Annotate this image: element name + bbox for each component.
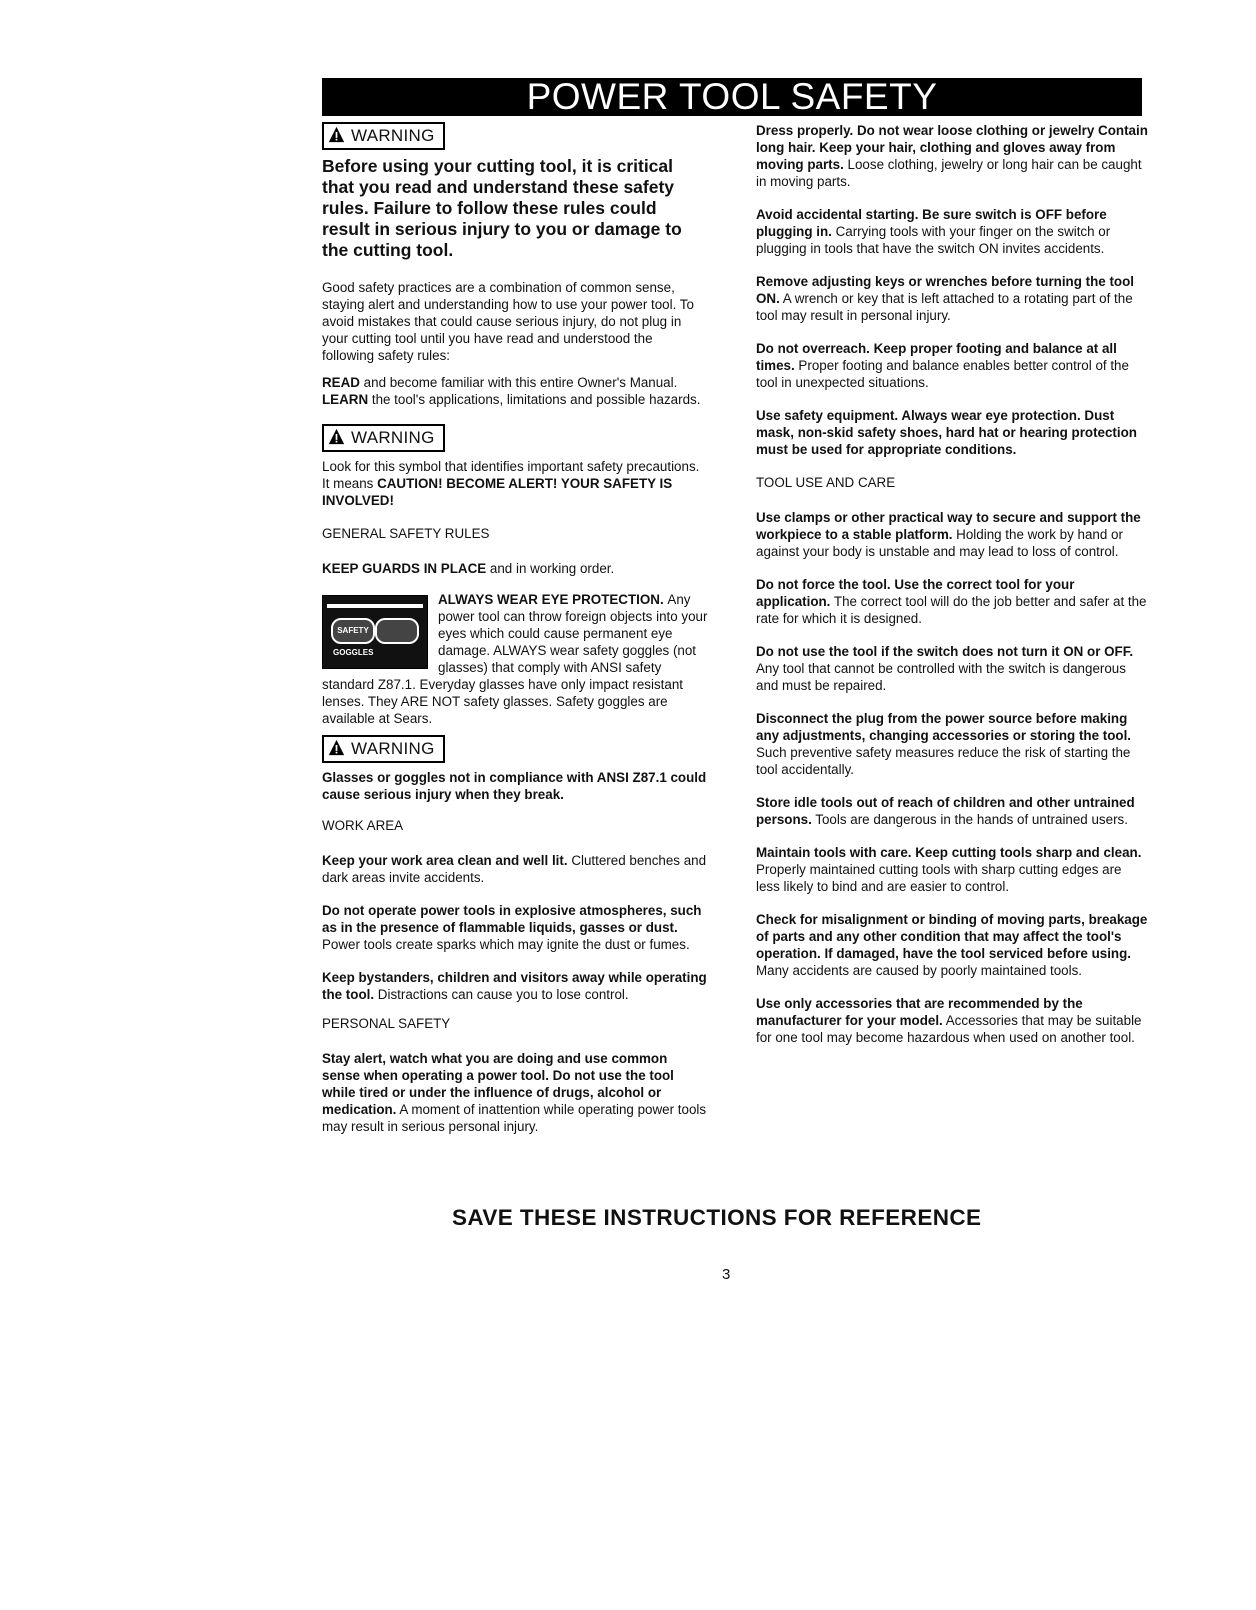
save-instructions-title: SAVE THESE INSTRUCTIONS FOR REFERENCE: [452, 1205, 982, 1230]
switch-rule: Do not use the tool if the switch does not turn it ON or OFF. Any tool that cannot be controlled with the switch is dangerous and must be repaired.: [756, 644, 1134, 693]
warning-triangle-icon: [328, 126, 345, 143]
maintain-tools-rule: Maintain tools with care. Keep cutting tools sharp and clean. Properly maintained cutting tools with sharp cutting edges are less likely to bind and are easier to control.: [756, 845, 1142, 894]
safety-goggles-image: [322, 595, 428, 669]
work-area-rule-1: Keep your work area clean and well lit. Cluttered benches and dark areas invite accidents.: [322, 853, 707, 885]
warning-box-1: [322, 122, 445, 150]
warning-label: WARNING: [351, 428, 435, 447]
page-number: 3: [722, 1266, 731, 1283]
work-area-rule-2: Do not operate power tools in explosive atmospheres, such as in the presence of flammable liquids, gasses or dust. Power tools create sparks which may ignite the dust or fumes.: [322, 903, 702, 952]
clamps-rule: Use clamps or other practical way to secure and support the workpiece to a stable platform. Holding the work by hand or against your body is unstable and may lead to loss of control.: [756, 510, 1141, 559]
warning-triangle-icon: [328, 739, 345, 756]
page-banner: POWER TOOL SAFETY: [322, 78, 1142, 116]
right-column: [756, 122, 1148, 1046]
general-safety-heading: GENERAL SAFETY RULES: [322, 526, 490, 541]
warning-box-3: [322, 735, 445, 763]
warning-label: WARNING: [351, 126, 435, 145]
symbol-paragraph: Look for this symbol that identifies important safety precautions. It means CAUTION! BECOME ALERT! YOUR SAFETY IS INVOLVED!: [322, 459, 700, 508]
tool-use-heading: TOOL USE AND CARE: [756, 475, 896, 490]
force-tool-rule: Do not force the tool. Use the correct tool for your application. The correct tool will do the job better and safer at the rate for which it is designed.: [756, 577, 1147, 626]
personal-safety-heading: PERSONAL SAFETY: [322, 1016, 451, 1031]
disconnect-rule: Disconnect the plug from the power source before making any adjustments, changing accessories or storing the tool. Such preventive safety measures reduce the risk of starting the tool accidentally.: [756, 711, 1132, 777]
store-idle-rule: Store idle tools out of reach of children and other untrained persons. Tools are dangerous in the hands of untrained users.: [756, 795, 1135, 827]
work-area-heading: WORK AREA: [322, 818, 404, 833]
adjusting-keys-rule: Remove adjusting keys or wrenches before turning the tool ON. A wrench or key that is left attached to a rotating part of the tool may result in personal injury.: [756, 274, 1134, 323]
eye-protection-block: [322, 591, 708, 727]
ansi-warning-text: Glasses or goggles not in compliance with ANSI Z87.1 could cause serious injury when they break.: [322, 770, 707, 802]
warning-triangle-icon: [328, 428, 345, 445]
keep-guards-paragraph: KEEP GUARDS IN PLACE and in working order.: [322, 561, 615, 576]
goggle-label: SAFETY GOGGLES: [333, 626, 374, 657]
accidental-starting-rule: Avoid accidental starting. Be sure switch is OFF before plugging in. Carrying tools with your finger on the switch or plugging in tools that have the switch ON invites accidents.: [756, 207, 1111, 256]
safety-equipment-rule: Use safety equipment. Always wear eye protection. Dust mask, non-skid safety shoes, hard hat or hearing protection must be used for appropriate conditions.: [756, 408, 1137, 457]
misalignment-rule: Check for misalignment or binding of moving parts, breakage of parts and any other condition that may affect the tool's operation. If damaged, have the tool serviced before using. Many accidents are caused by poorly maintained tools.: [756, 912, 1148, 978]
left-column: [322, 122, 708, 1135]
work-area-rule-3: Keep bystanders, children and visitors away while operating the tool. Distractions can cause you to lose control.: [322, 970, 707, 1002]
eye-protection-paragraph: ALWAYS WEAR EYE PROTECTION. SAFETY GOGGLES Any power tool can throw foreign objects into your eyes which could cause permanent eye damage. ALWAYS wear safety goggles (not glasses) that comply with ANSI safety standard Z87.1. Everyday glasses have only impact resistant lenses. They ARE NOT safety glasses. Safety goggles are available at Sears.: [322, 592, 708, 726]
warning-box-2: [322, 424, 445, 452]
read-learn-paragraph: READ and become familiar with this entire Owner's Manual. LEARN the tool's applications, limitations and possible hazards.: [322, 375, 701, 407]
dress-properly-rule: Dress properly. Do not wear loose clothing or jewelry Contain long hair. Keep your hair, clothing and gloves away from moving parts. Loose clothing, jewelry or long hair can be caught in moving parts.: [756, 123, 1148, 189]
accessories-rule: Use only accessories that are recommended by the manufacturer for your model. Accessories that may be suitable for one tool may become hazardous when used on another tool.: [756, 996, 1142, 1045]
warning-label: WARNING: [351, 739, 435, 758]
personal-safety-rule: Stay alert, watch what you are doing and use common sense when operating a power tool. Do not use the tool while tired or under the influence of drugs, alcohol or medication. A moment of inattention while operating power tools may result in serious personal injury.: [322, 1051, 707, 1134]
overreach-rule: Do not overreach. Keep proper footing and balance at all times. Proper footing and balance enables better control of the tool in unexpected situations.: [756, 341, 1129, 390]
good-practices-text: Good safety practices are a combination of common sense, staying alert and understanding how to use your power tool. To avoid mistakes that could cause serious injury, do not plug in your cutting tool until you have read and understood the following safety rules:: [322, 280, 694, 363]
lead-warning-text: Before using your cutting tool, it is critical that you read and understand these safety rules. Failure to follow these rules could result in serious injury to you or damage to the cutting tool.: [322, 156, 682, 260]
